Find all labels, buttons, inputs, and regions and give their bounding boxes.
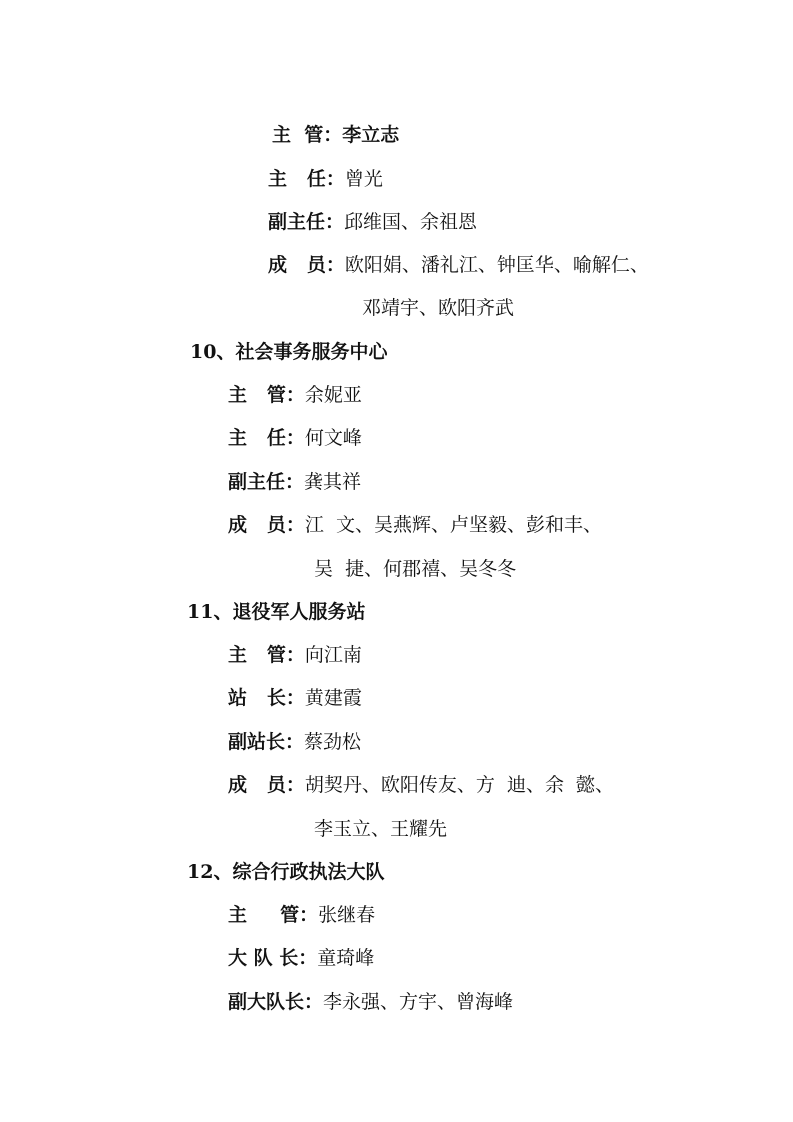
- b11-members-label: 成 员：: [228, 774, 305, 796]
- b12-deputy-label: 副大队长：: [228, 991, 324, 1013]
- b12-supervisor-row: [228, 903, 375, 927]
- b10-supervisor-value: 余妮亚: [304, 384, 362, 406]
- b10-members-cont: 吴 捷、何郡禧、吴冬冬: [314, 558, 517, 580]
- b12-deputy-row: [228, 990, 513, 1014]
- b10-supervisor-label: 主 管：: [228, 384, 305, 406]
- b10-deputy-label: 副主任：: [228, 471, 305, 493]
- b10-deputy-row: [228, 470, 361, 494]
- b11-head-label: 站 长：: [228, 687, 305, 709]
- b12-captain-row: [228, 946, 374, 970]
- b10-supervisor-row: [228, 383, 362, 407]
- b12-deputy-value: 李永强、方宇、曾海峰: [323, 991, 514, 1013]
- b10-members-row: [228, 513, 602, 537]
- b11-supervisor-row: [228, 643, 362, 667]
- b9-deputy-row: [268, 210, 477, 234]
- b10-director-label: 主 任：: [228, 427, 305, 449]
- b11-members-value: 胡契丹、欧阳传友、方 迪、余 懿、: [304, 774, 615, 796]
- b9-deputy-value: 邱维国、余祖恩: [344, 211, 478, 233]
- b9-members-cont: 邓靖宇、欧阳齐武: [362, 297, 515, 319]
- b12-supervisor-label: 主 管：: [228, 904, 319, 926]
- b10-director-value: 何文峰: [304, 427, 362, 449]
- b10-members-value: 江 文、吴燕辉、卢坚毅、彭和丰、: [304, 514, 602, 536]
- b11-members-cont: 李玉立、王耀先: [314, 818, 448, 840]
- b9-members-label: 成 员：: [268, 254, 345, 276]
- b9-supervisor-row: [272, 123, 399, 147]
- b11-deputy-value: 蔡劲松: [304, 731, 362, 753]
- b12-captain-label: 大 队 长：: [228, 947, 318, 969]
- b10-members-label: 成 员：: [228, 514, 305, 536]
- b11-heading: 11、退役军人服务站: [187, 601, 366, 623]
- b11-deputy-row: [228, 730, 361, 754]
- b12-heading: 12、综合行政执法大队: [187, 861, 385, 883]
- b9-director-value: 曾光: [344, 168, 383, 190]
- b9-supervisor-label: 主 管：: [272, 124, 343, 146]
- b10-director-row: [228, 426, 362, 450]
- b11-supervisor-label: 主 管：: [228, 644, 305, 666]
- b11-members-row: [228, 773, 614, 797]
- b9-deputy-label: 副主任：: [268, 211, 345, 233]
- b9-members-value: 欧阳娟、潘礼江、钟匡华、喻解仁、: [344, 254, 649, 276]
- b10-deputy-value: 龚其祥: [304, 471, 362, 493]
- b12-supervisor-value: 张继春: [318, 904, 376, 926]
- b9-supervisor-value: 李立志: [342, 124, 400, 146]
- b11-deputy-label: 副站长：: [228, 731, 305, 753]
- b11-head-row: [228, 686, 362, 710]
- b11-head-value: 黄建霞: [304, 687, 362, 709]
- b9-director-label: 主 任：: [268, 168, 345, 190]
- b9-director-row: [268, 167, 383, 191]
- b10-heading: 10、社会事务服务中心: [190, 341, 388, 363]
- b9-members-row: [268, 253, 649, 277]
- b11-supervisor-value: 向江南: [304, 644, 362, 666]
- b12-captain-value: 童琦峰: [317, 947, 375, 969]
